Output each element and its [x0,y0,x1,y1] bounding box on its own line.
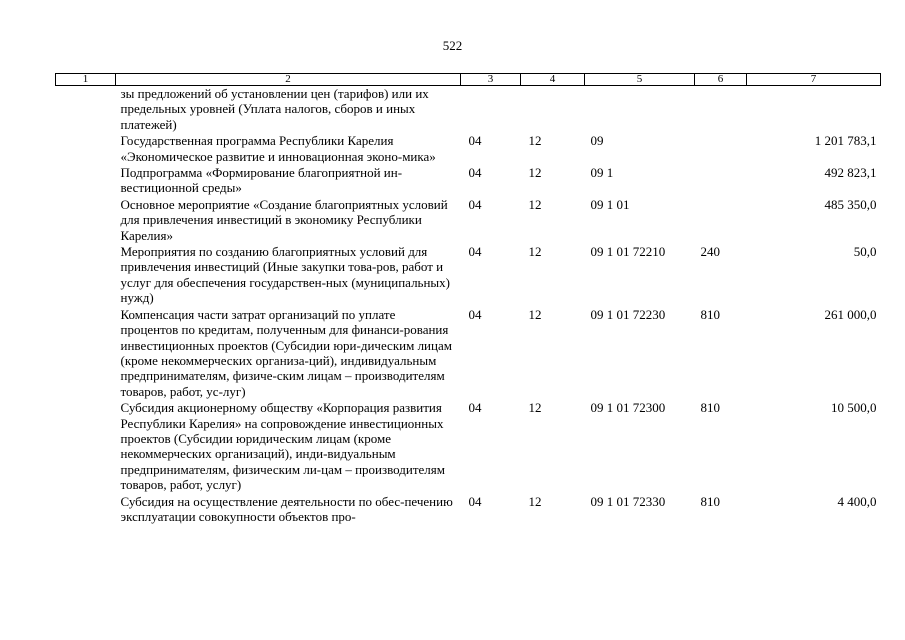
row-target-code: 09 1 [590,165,614,181]
row-section: 04 [468,165,482,181]
row-amount [747,86,881,134]
row-section [461,86,521,134]
row-amount: 10 500,0 [831,400,877,416]
row-index-cell [56,494,116,526]
row-target-code [585,86,695,134]
table-body [56,86,881,526]
row-name: Подпрограмма «Формирование благоприятной ин-вестиционной среды» [120,165,403,196]
row-name: Государственная программа Республики Карелия «Экономическое развитие и инновационная эконо-мика» [120,133,436,164]
row-target-code: 09 1 01 72210 [590,244,666,260]
header-col-4: 4 [521,74,585,86]
budget-table [55,73,881,525]
row-expense-type: 810 [700,306,720,322]
row-expense-type: 240 [700,244,720,260]
table-row [56,307,881,400]
row-amount: 4 400,0 [837,493,877,509]
row-expense-type [695,197,747,244]
page-number: 522 [442,38,463,53]
row-subsection: 12 [528,133,542,149]
row-amount: 261 000,0 [824,306,877,322]
row-name: Основное мероприятие «Создание благоприятных условий для привлечения инвестиций в экономику Республики Карелия» [120,196,448,243]
row-name: Субсидия акционерному обществу «Корпорация развития Республики Карелия» на сопровождение инвестиционных проектов (Субсидии юридическим лицам (кроме некоммерческих организаций), инди-видуальным предпринимателям, физическим ли-цам – производителям товаров, работ, услуг) [120,400,446,493]
row-name: Субсидия на осуществление деятельности по обес-печению эксплуатации совокупности объектов про- [120,493,453,524]
table-row [56,133,881,165]
row-expense-type: 810 [700,493,720,509]
row-subsection [521,86,585,134]
row-section: 04 [468,133,482,149]
row-target-code: 09 1 01 72330 [590,493,666,509]
table-row [56,86,881,134]
row-amount: 50,0 [853,244,877,260]
row-amount: 492 823,1 [824,165,877,181]
row-name: зы предложений об установлении цен (тарифов) или их предельных уровней (Уплата налогов, сборов и иных платежей) [120,86,429,132]
row-section: 04 [468,244,482,260]
row-name: Компенсация части затрат организаций по уплате процентов по кредитам, полученным для финанси-рования инвестиционных проектов (Субсидии юри-дическим лицам (кроме некоммерческих организа-ций), индивидуальным предпринимателям, физиче-ским лицам – производителям товаров, работ, ус-луг) [120,306,452,399]
row-amount: 1 201 783,1 [814,133,877,149]
table-row [56,165,881,197]
row-index-cell [56,165,116,197]
row-amount: 485 350,0 [824,196,877,212]
table-row [56,197,881,244]
header-col-3: 3 [461,74,521,86]
table-row [56,244,881,307]
table-header [56,74,881,86]
row-subsection: 12 [528,244,542,260]
row-index-cell [56,244,116,307]
row-index-cell [56,86,116,134]
row-index-cell [56,400,116,493]
row-expense-type: 810 [700,400,720,416]
header-col-5: 5 [585,74,695,86]
row-section: 04 [468,196,482,212]
header-col-1: 1 [56,74,116,86]
table-row [56,494,881,526]
row-target-code: 09 1 01 [590,196,630,212]
header-col-7: 7 [747,74,881,86]
row-target-code: 09 1 01 72230 [590,306,666,322]
row-expense-type [695,133,747,165]
header-row [56,74,881,86]
row-target-code: 09 [590,133,604,149]
row-subsection: 12 [528,400,542,416]
row-section: 04 [468,306,482,322]
row-name: Мероприятия по созданию благоприятных условий для привлечения инвестиций (Иные закупки това-ров, работ и услуг для обеспечения государствен-ных (муниципальных) нужд) [120,244,451,306]
row-target-code: 09 1 01 72300 [590,400,666,416]
row-index-cell [56,197,116,244]
table-row [56,400,881,493]
row-index-cell [56,133,116,165]
row-subsection: 12 [528,306,542,322]
row-subsection: 12 [528,493,542,509]
header-col-2: 2 [116,74,461,86]
row-index-cell [56,307,116,400]
row-expense-type [695,165,747,197]
row-subsection: 12 [528,165,542,181]
row-section: 04 [468,493,482,509]
header-col-6: 6 [695,74,747,86]
row-expense-type [695,86,747,134]
row-subsection: 12 [528,196,542,212]
row-section: 04 [468,400,482,416]
